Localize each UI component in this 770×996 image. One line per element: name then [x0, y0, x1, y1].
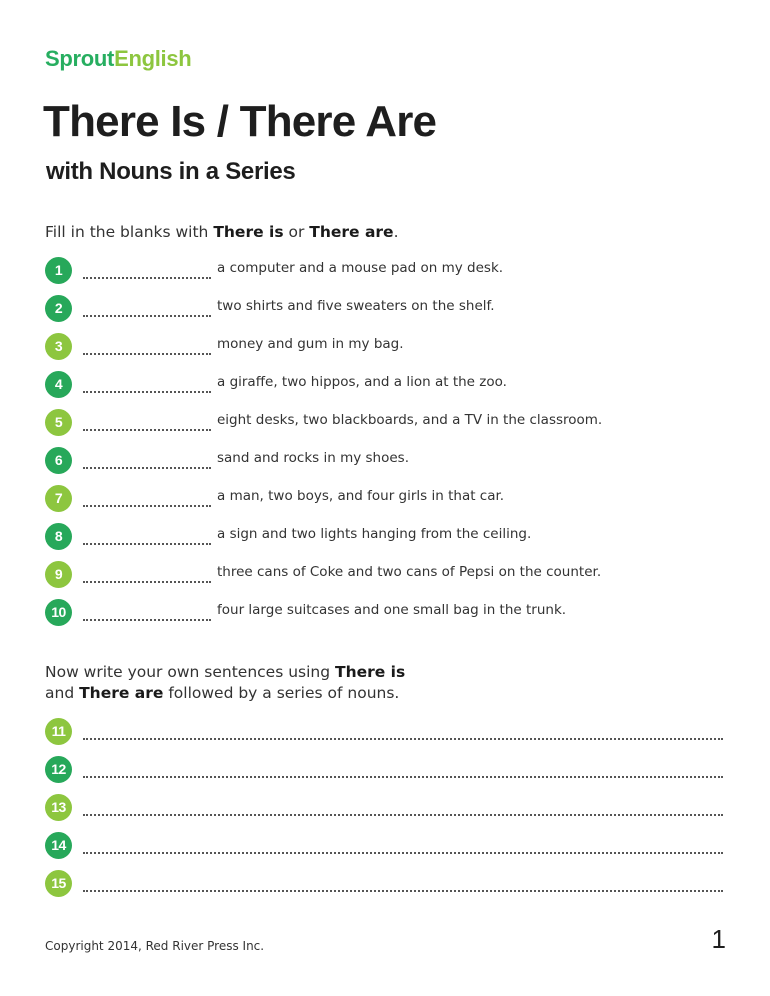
instructions-fill-blanks: [45, 222, 399, 243]
item-sentence: a computer and a mouse pad on my desk.: [217, 260, 504, 276]
instructions-write-own: [45, 662, 405, 704]
answer-blank[interactable]: [83, 505, 211, 507]
answer-blank[interactable]: [83, 467, 211, 469]
item-number-badge: 12: [45, 756, 72, 783]
item-sentence: three cans of Coke and two cans of Pepsi on the counter.: [217, 564, 602, 580]
instr2-bold-1: There is: [335, 663, 406, 681]
item-number-badge: 15: [45, 870, 72, 897]
item-sentence: two shirts and five sweaters on the shelf.: [217, 298, 495, 314]
instr2-pre: Now write your own sentences using: [45, 663, 335, 681]
writing-line[interactable]: [83, 890, 723, 892]
item-number-badge: 6: [45, 447, 72, 474]
answer-blank[interactable]: [83, 619, 211, 621]
instr1-bold-1: There is: [213, 223, 284, 241]
brand-part-2: English: [114, 46, 192, 71]
answer-blank[interactable]: [83, 543, 211, 545]
item-sentence: eight desks, two blackboards, and a TV in the classroom.: [217, 412, 603, 428]
page-subtitle: with Nouns in a Series: [46, 158, 296, 185]
writing-line[interactable]: [83, 852, 723, 854]
brand-logo: [45, 46, 191, 72]
writing-line[interactable]: [83, 776, 723, 778]
writing-line[interactable]: [83, 814, 723, 816]
instr2-mid: and: [45, 684, 80, 702]
item-sentence: sand and rocks in my shoes.: [217, 450, 409, 466]
answer-blank[interactable]: [83, 581, 211, 583]
item-number-badge: 11: [45, 718, 72, 745]
instr1-bold-2: There are: [309, 223, 394, 241]
answer-blank[interactable]: [83, 429, 211, 431]
instr1-post: .: [393, 223, 399, 241]
page-number: 1: [711, 924, 726, 954]
item-number-badge: 10: [45, 599, 72, 626]
instr1-pre: Fill in the blanks with: [45, 223, 214, 241]
item-number-badge: 4: [45, 371, 72, 398]
item-number-badge: 8: [45, 523, 72, 550]
item-sentence: a sign and two lights hanging from the ceiling.: [217, 526, 532, 542]
item-number-badge: 3: [45, 333, 72, 360]
item-number-badge: 14: [45, 832, 72, 859]
instr2-bold-2: There are: [79, 684, 164, 702]
item-number-badge: 2: [45, 295, 72, 322]
item-number-badge: 13: [45, 794, 72, 821]
answer-blank[interactable]: [83, 391, 211, 393]
answer-blank[interactable]: [83, 315, 211, 317]
answer-blank[interactable]: [83, 277, 211, 279]
item-number-badge: 1: [45, 257, 72, 284]
item-sentence: four large suitcases and one small bag in the trunk.: [217, 602, 567, 618]
item-sentence: a man, two boys, and four girls in that car.: [217, 488, 505, 504]
brand-part-1: Sprout: [45, 46, 115, 71]
item-sentence: a giraffe, two hippos, and a lion at the zoo.: [217, 374, 507, 390]
page-title: There Is / There Are: [43, 97, 437, 146]
item-number-badge: 9: [45, 561, 72, 588]
item-number-badge: 5: [45, 409, 72, 436]
instr1-mid: or: [283, 223, 310, 241]
answer-blank[interactable]: [83, 353, 211, 355]
copyright-footer: Copyright 2014, Red River Press Inc.: [45, 939, 265, 953]
item-number-badge: 7: [45, 485, 72, 512]
writing-line[interactable]: [83, 738, 723, 740]
item-sentence: money and gum in my bag.: [217, 336, 404, 352]
instr2-post: followed by a series of nouns.: [163, 684, 400, 702]
